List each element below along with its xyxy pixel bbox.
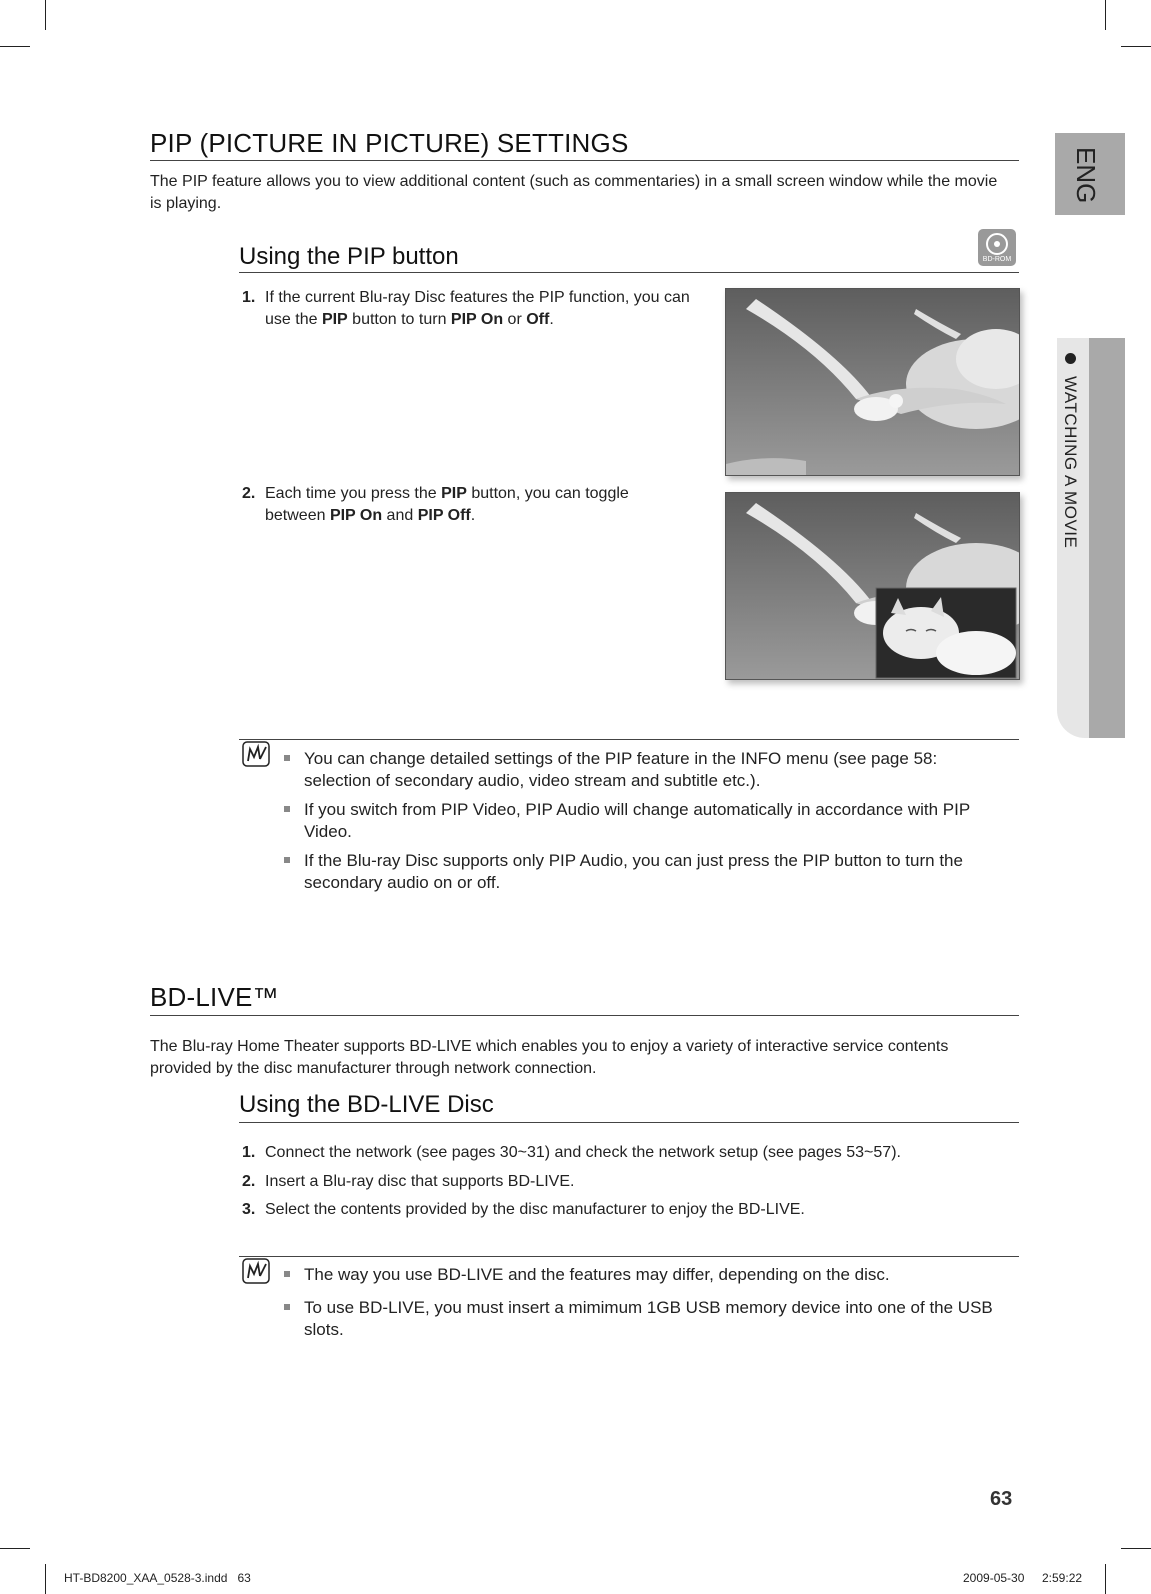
badge-label: BD-ROM bbox=[982, 256, 1012, 263]
pip-intro-text: The PIP feature allows you to view additional content (such as commentaries) in a small screen window while the movie is playing. bbox=[150, 173, 998, 212]
pip-subtitle: Using the PIP button bbox=[239, 243, 459, 270]
note-divider bbox=[239, 1256, 1019, 1257]
section-dot-icon bbox=[1065, 353, 1076, 364]
bullet-icon bbox=[284, 806, 290, 812]
pip-section-title: PIP (PICTURE IN PICTURE) SETTINGS bbox=[150, 128, 629, 158]
crop-mark bbox=[0, 1548, 30, 1549]
language-tab bbox=[1055, 133, 1125, 215]
note-text: You can change detailed settings of the PIP feature in the INFO menu (see page 58: selection of secondary audio, video stream and subtitle etc.). bbox=[304, 749, 938, 790]
language-label: ENG bbox=[1071, 147, 1101, 204]
footer-time: 2:59:22 bbox=[1042, 1571, 1083, 1585]
step-number: 1. bbox=[242, 1144, 256, 1161]
step-number: 1. bbox=[242, 289, 256, 306]
footer-file-name: HT-BD8200_XAA_0528-3.indd 63 bbox=[64, 1571, 251, 1585]
bdlive-intro-text: The Blu-ray Home Theater supports BD-LIVE which enables you to enjoy a variety of interactive service contents provided by the disc manufacturer through network connection. bbox=[150, 1038, 949, 1077]
crop-mark bbox=[0, 46, 30, 47]
pip-screen-image bbox=[725, 492, 1020, 680]
note-divider bbox=[239, 739, 1019, 740]
seagull-screen-image bbox=[725, 288, 1020, 476]
crop-mark bbox=[1105, 0, 1106, 30]
section-tab-edge bbox=[1089, 338, 1125, 738]
bdlive-subtitle: Using the BD-LIVE Disc bbox=[239, 1091, 494, 1118]
footer-date: 2009-05-30 bbox=[963, 1571, 1025, 1585]
step-number: 2. bbox=[242, 485, 256, 502]
bdlive-section-title: BD-LIVE™ bbox=[150, 982, 279, 1012]
step-text: If the current Blu-ray Disc features the PIP function, you can use the PIP button to turn PIP On or Off. bbox=[265, 289, 690, 328]
section-label: WATCHING A MOVIE bbox=[1061, 376, 1080, 549]
note-icon bbox=[242, 1258, 270, 1284]
page-number: 63 bbox=[990, 1488, 1013, 1510]
bd-rom-badge bbox=[978, 229, 1016, 266]
step-number: 2. bbox=[242, 1173, 256, 1190]
crop-mark bbox=[45, 1564, 46, 1594]
crop-mark bbox=[1121, 46, 1151, 47]
bullet-icon bbox=[284, 857, 290, 863]
note-text: To use BD-LIVE, you must insert a mimimum 1GB USB memory device into one of the USB slots. bbox=[304, 1298, 993, 1339]
step-number: 3. bbox=[242, 1201, 256, 1218]
note-text: The way you use BD-LIVE and the features may differ, depending on the disc. bbox=[304, 1265, 890, 1284]
bullet-icon bbox=[284, 1304, 290, 1310]
step-text: Insert a Blu-ray disc that supports BD-LIVE. bbox=[265, 1173, 575, 1190]
step-text: Select the contents provided by the disc manufacturer to enjoy the BD-LIVE. bbox=[265, 1201, 805, 1218]
subsection-divider bbox=[239, 1122, 1019, 1123]
step-text: Each time you press the PIP button, you can toggle between PIP On and PIP Off. bbox=[265, 485, 629, 524]
bullet-icon bbox=[284, 755, 290, 761]
bullet-icon bbox=[284, 1271, 290, 1277]
crop-mark bbox=[1105, 1564, 1106, 1594]
section-divider bbox=[150, 160, 1019, 161]
subsection-divider bbox=[239, 272, 1019, 273]
disc-icon bbox=[978, 231, 1016, 257]
note-text: If you switch from PIP Video, PIP Audio will change automatically in accordance with PIP Video. bbox=[304, 800, 970, 841]
crop-mark bbox=[1121, 1548, 1151, 1549]
section-divider bbox=[150, 1015, 1019, 1016]
note-text: If the Blu-ray Disc supports only PIP Audio, you can just press the PIP button to turn the secondary audio on or off. bbox=[304, 851, 963, 892]
crop-mark bbox=[45, 0, 46, 30]
step-text: Connect the network (see pages 30~31) and check the network setup (see pages 53~57). bbox=[265, 1144, 901, 1161]
note-icon bbox=[242, 741, 270, 767]
